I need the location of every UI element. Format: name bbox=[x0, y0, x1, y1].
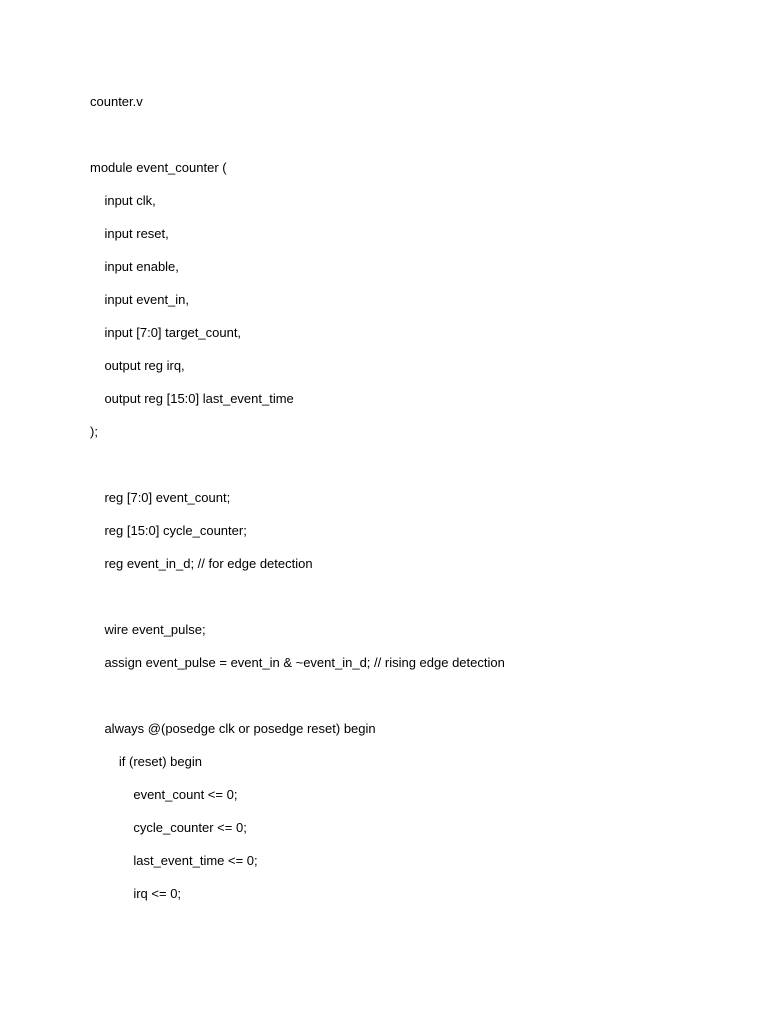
code-line: reg [7:0] event_count; bbox=[90, 490, 231, 505]
code-line: input event_in, bbox=[90, 292, 190, 307]
code-line: if (reset) begin bbox=[90, 754, 202, 769]
blank-line bbox=[90, 686, 690, 719]
code-line: reg event_in_d; // for edge detection bbox=[90, 556, 313, 571]
code-line: input [7:0] target_count, bbox=[90, 325, 242, 340]
code-block bbox=[90, 158, 690, 917]
file-name: counter.v bbox=[90, 94, 143, 109]
code-line: assign event_pulse = event_in & ~event_in_d; // rising edge detection bbox=[90, 655, 505, 670]
code-line: input reset, bbox=[90, 226, 169, 241]
blank-line bbox=[90, 587, 690, 620]
code-line: cycle_counter <= 0; bbox=[90, 820, 247, 835]
code-line: last_event_time <= 0; bbox=[90, 853, 258, 868]
code-line: reg [15:0] cycle_counter; bbox=[90, 523, 247, 538]
code-line: output reg irq, bbox=[90, 358, 185, 373]
code-line: wire event_pulse; bbox=[90, 622, 206, 637]
blank-line bbox=[90, 455, 690, 488]
code-line: module event_counter ( bbox=[90, 160, 227, 175]
code-line: ); bbox=[90, 424, 98, 439]
blank-line bbox=[90, 125, 690, 158]
code-line: irq <= 0; bbox=[90, 886, 182, 901]
code-line: always @(posedge clk or posedge reset) begin bbox=[90, 721, 376, 736]
code-document bbox=[90, 92, 690, 917]
code-line: input clk, bbox=[90, 193, 156, 208]
code-line: input enable, bbox=[90, 259, 179, 274]
code-line: event_count <= 0; bbox=[90, 787, 238, 802]
code-line: output reg [15:0] last_event_time bbox=[90, 391, 294, 406]
